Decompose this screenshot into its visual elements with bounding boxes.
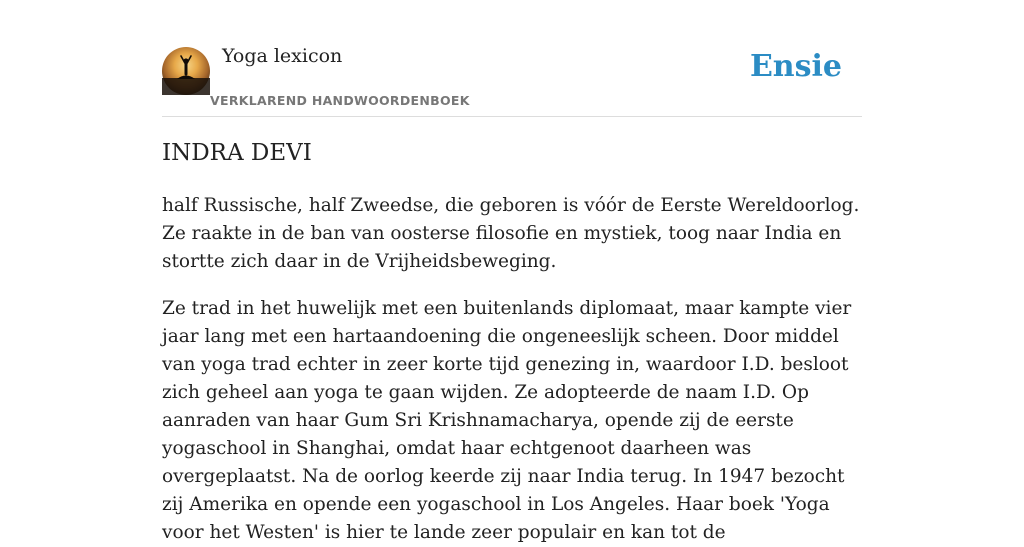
meditating-figure-icon	[162, 47, 210, 95]
site-header	[162, 0, 862, 117]
ensie-logo-link[interactable]: Ensie	[749, 49, 842, 84]
yoga-meditation-avatar-icon[interactable]	[162, 47, 210, 95]
entry-paragraph-2: Ze trad in het huwelijk met een buitenlands diplomaat, maar kampte vier jaar lang met een hartaandoening die ongeneeslijk scheen. Door middel van yoga trad echter in zeer korte tijd genezing in, waardoor I.D. besloot zich geheel aan yoga te gaan wijden. Ze adopteerde de naam I.D. Op aanraden van haar Gum Sri Krishnamacharya, opende zij de eerste yogaschool in Shanghai, omdat haar echtgenoot daarheen was overgeplaatst. Na de oorlog keerde zij naar India terug. In 1947 bezocht zij Amerika en opende een yogaschool in Los Angeles. Haar boek 'Yoga voor het Westen' is hier te lande zeer populair en kan tot de	[162, 298, 852, 543]
entry-paragraph-1: half Russische, half Zweedse, die geboren is vóór de Eerste Wereldoorlog. Ze raakte in de ban van oosterse filosofie en mystiek, toog naar India en stortte zich daar in de Vrijheidsbeweging.	[162, 195, 860, 272]
site-title[interactable]: Yoga lexicon	[222, 45, 343, 67]
page-container	[162, 0, 862, 543]
site-subtitle: VERKLAREND HANDWOORDENBOEK	[210, 93, 470, 108]
entry-title: INDRA DEVI	[162, 140, 312, 166]
